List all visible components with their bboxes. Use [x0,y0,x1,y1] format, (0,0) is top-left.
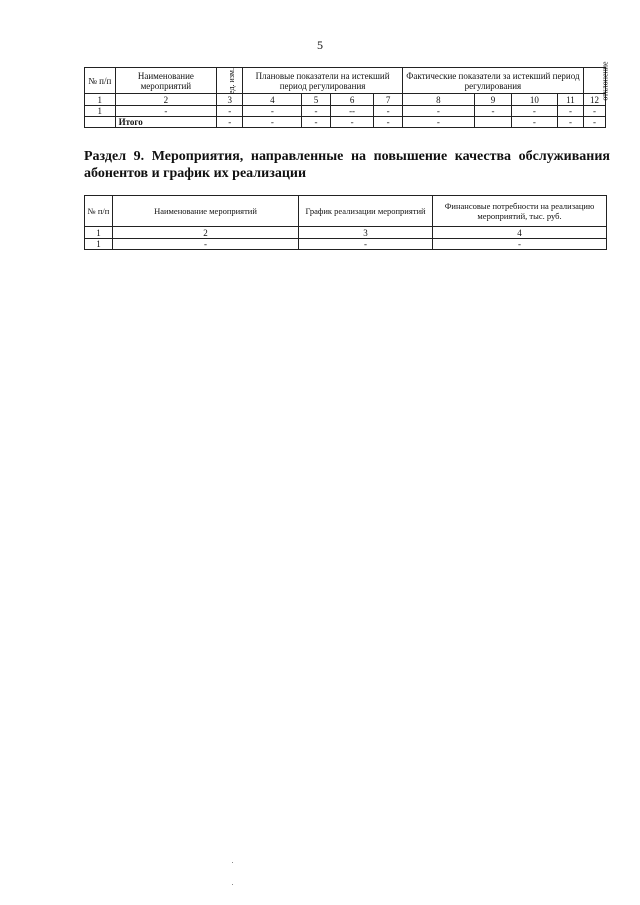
table1-header-planned: Плановые показатели на истекший период регулирования [243,68,402,94]
table1-cell: - [330,117,374,128]
table1-colnum: 4 [243,94,302,106]
table1-cell: - [217,117,243,128]
table1-cell: - [243,117,302,128]
table2-column-numbers [85,227,607,239]
table1-colnum: 9 [474,94,511,106]
table1-cell: - [243,106,302,117]
table1-colnum: 7 [374,94,402,106]
table1-cell: - [512,106,558,117]
table1-colnum: 11 [557,94,583,106]
page-number: 5 [317,38,323,52]
table-row [85,106,606,117]
table2-cell: - [113,239,299,250]
table1-cell: 1 [85,106,116,117]
table1-cell: - [512,117,558,128]
indicators-table [84,60,610,128]
table1-colnum: 8 [402,94,474,106]
table2-cell: - [299,239,433,250]
table1-cell: - [302,106,330,117]
table2-header-finance: Финансовые потребности на реализацию мероприятий, тыс. руб. [433,196,607,227]
table2-colnum: 2 [113,227,299,239]
table1-cell: - [584,106,606,117]
table1-cell [474,117,511,128]
table1-cell: - [374,106,402,117]
table2-cell: - [433,239,607,250]
table2-header-schedule: График реализации мероприятий [299,196,433,227]
table2-header-num: № п/п [85,196,113,227]
table1-header-row [85,68,606,94]
table1-cell: - [374,117,402,128]
scan-artifact [232,884,233,885]
table2-header-name: Наименование мероприятий [113,196,299,227]
table1-cell: - [217,106,243,117]
table1-cell: - [557,106,583,117]
table1-total-row [85,117,606,128]
table1-colnum: 6 [330,94,374,106]
table1-header-unit [217,68,243,94]
table1-cell: - [584,117,606,128]
table1-header-num: № п/п [85,68,116,94]
table1-colnum: 10 [512,94,558,106]
table1-cell: - [474,106,511,117]
table2-colnum: 4 [433,227,607,239]
table2-cell: 1 [85,239,113,250]
table1-header-name: Наименование мероприятий [115,68,217,94]
table-row [85,239,607,250]
table1-cell: - [402,117,474,128]
table1-colnum: 5 [302,94,330,106]
table2-colnum: 3 [299,227,433,239]
table1-colnum: 1 [85,94,116,106]
table1-colnum: 12 [584,94,606,106]
table2-header-row [85,196,607,227]
table1-cell: - [302,117,330,128]
table1-colnum: 2 [115,94,217,106]
table1-cell: - [557,117,583,128]
table1-header-deviation-text: отклонение [600,60,610,101]
service-quality-table [84,195,607,250]
table1-header-actual: Фактические показатели за истекший период регулирования [402,68,583,94]
table2-colnum: 1 [85,227,113,239]
table1-header-unit-text: ед. изм. [227,67,237,94]
section-9-title: Раздел 9. Мероприятия, направленные на повышение качества обслуживания абонентов и график их реализации [84,149,610,181]
table1-total-label: Итого [115,117,217,128]
table1-colnum: 3 [217,94,243,106]
table1-cell: -- [330,106,374,117]
table1-cell: - [402,106,474,117]
table1-cell [85,117,116,128]
table1-cell: - [115,106,217,117]
table1-column-numbers [85,94,606,106]
scan-artifact [232,862,233,863]
